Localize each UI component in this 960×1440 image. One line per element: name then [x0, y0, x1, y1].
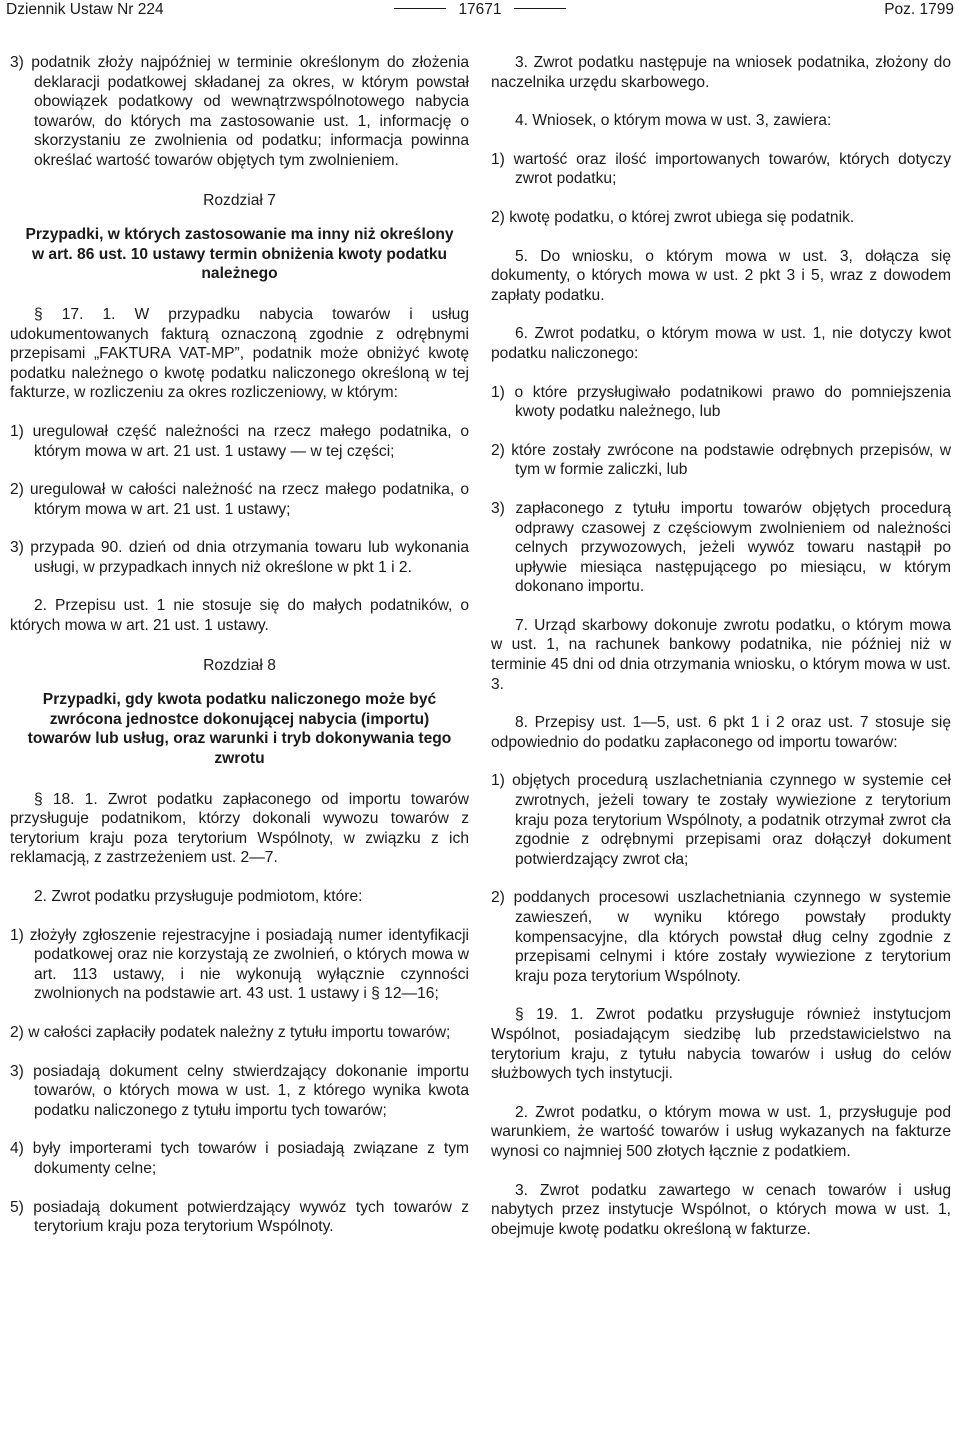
s18-6-item-2: 2) które zostały zwrócone na podstawie odrębnych przepisów, w tym w formie zaliczki, lub [491, 441, 951, 479]
chapter-8-title: Przypadki, gdy kwota podatku naliczonego może być zwrócona jednostce dokonującej nabycia (importu) towarów lub usług, oraz warunki i tryb dokonywania tego zwrotu [27, 691, 452, 768]
s18-paragraph-4: 4. Wniosek, o którym mowa w ust. 3, zawiera: [515, 112, 832, 130]
chapter-7-title: Przypadki, w których zastosowanie ma inny niż określony w art. 86 ust. 10 ustawy termin obniżenia kwoty podatku należnego [25, 226, 454, 283]
page-number: 17671 [458, 1, 502, 18]
s18-2-item-2: 2) w całości zapłaciły podatek należny z tytułu importu towarów; [10, 1023, 451, 1041]
s18-paragraph-6: 6. Zwrot podatku, o którym mowa w ust. 1, nie dotyczy kwot podatku naliczonego: [491, 325, 951, 362]
s17-item-1: 1) uregulował część należności na rzecz małego podatnika, o którym mowa w art. 21 ust. 1 ustawy — w tej części; [10, 422, 469, 460]
chapter-7-number: Rozdział 7 [203, 191, 276, 209]
s19-paragraph-1: § 19. 1. Zwrot podatku przysługuje również instytucjom Wspólnot, posiadającym siedzibę lub przedstawicielstwo na terytorium kraju, z tytułu nabycia towarów i usług do celów służbowych tych instytucji. [491, 1006, 951, 1083]
right-column [491, 53, 951, 1239]
page-number-block [6, 0, 954, 20]
s19-paragraph-2: 2. Zwrot podatku, o którym mowa w ust. 1, przysługuje pod warunkiem, że wartość towarów i usług wykazanych na fakturze wynosi co najmniej 500 złotych łącznie z podatkiem. [491, 1103, 951, 1160]
dash-left [394, 8, 446, 9]
s18-paragraph-5: 5. Do wniosku, o którym mowa w ust. 3, dołącza się dokumenty, o których mowa w ust. 2 pkt 3 i 5, wraz z dowodem zapłaty podatku. [491, 247, 951, 304]
position-number: Poz. 1799 [884, 1, 954, 18]
s17-item-2: 2) uregulował w całości należność na rzecz małego podatnika, o którym mowa w art. 21 ust. 1 ustawy; [10, 481, 469, 518]
s18-6-item-3: 3) zapłaconego z tytułu importu towarów objętych procedurą odprawy czasowej z częściowym zwolnieniem od należności celnych przywozowych, jeżeli wywóz towaru nastąpił po upływie miesiąca następującego po miesiącu, w którym dokonano importu. [491, 499, 951, 596]
dash-right [514, 8, 566, 9]
chapter-8-number: Rozdział 8 [203, 656, 276, 674]
s17-paragraph-1: § 17. 1. W przypadku nabycia towarów i usług udokumentowanych fakturą oznaczoną zgodnie z odrębnymi przepisami „FAKTURA VAT-MP”, podatnik może obniżyć kwotę podatku należnego o kwotę podatku naliczonego określoną w tej fakturze, w rozliczeniu za okres rozliczeniowy, w którym: [10, 305, 469, 402]
page-header [6, 0, 954, 22]
s17-item-3: 3) przypada 90. dzień od dnia otrzymania towaru lub wykonania usługi, w przypadkach innych niż określone w pkt 1 i 2. [10, 539, 469, 576]
s18-paragraph-3: 3. Zwrot podatku następuje na wniosek podatnika, złożony do naczelnika urzędu skarbowego. [491, 54, 951, 91]
s18-8-item-2: 2) poddanych procesowi uszlachetniania czynnego w systemie zawieszeń, w wyniku którego powstały produkty kompensacyjne, dla których powstał dług celny zgodnie z przepisami celnymi i które zostały wywiezione z terytorium kraju poza terytorium Wspólnoty. [491, 889, 951, 985]
s18-6-item-1: 1) o które przysługiwało podatnikowi prawo do pomniejszenia kwoty podatku należnego, lub [491, 383, 951, 421]
s19-paragraph-3: 3. Zwrot podatku zawartego w cenach towarów i usług nabytych przez instytucje Wspólnot, o których mowa w ust. 1, obejmuje kwotę podatku określoną w fakturze. [491, 1181, 951, 1238]
journal-title: Dziennik Ustaw Nr 224 [6, 1, 164, 18]
s18-paragraph-1: § 18. 1. Zwrot podatku zapłaconego od importu towarów przysługuje podatnikom, którzy dokonali wywozu towarów z terytorium kraju poza terytorium Wspólnoty, w związku z ich reklamacją, z zastrzeżeniem ust. 2—7. [10, 790, 469, 867]
s18-2-item-4: 4) były importerami tych towarów i posiadają związane z tym dokumenty celne; [10, 1140, 469, 1177]
left-column [10, 53, 469, 1237]
s18-4-item-2: 2) kwotę podatku, o której zwrot ubiega się podatnik. [491, 208, 855, 226]
s17-paragraph-2: 2. Przepisu ust. 1 nie stosuje się do małych podatników, o których mowa w art. 21 ust. 1 ustawy. [10, 597, 469, 635]
s18-8-item-1: 1) objętych procedurą uszlachetniania czynnego w systemie ceł zwrotnych, jeżeli towary te zostały wywiezione z terytorium kraju poza terytorium Wspólnoty, a podatnik otrzymał zwrot cła zgodnie z odrębnymi przepisami oraz dołączył dokument potwierdzający zwrot cła; [491, 772, 951, 868]
s18-2-item-1: 1) złożyły zgłoszenie rejestracyjne i posiadają numer identyfikacji podatkowej oraz nie korzystają ze zwolnień, o których mowa w art. 113 ustawy, i nie wykonują wyłącznie czynności zwolnionych na podstawie art. 43 ust. 1 ustawy i § 12—16; [10, 926, 469, 1003]
s18-2-item-3: 3) posiadają dokument celny stwierdzający dokonanie importu towarów, o których mowa w ust. 1, z którego wynika kwota podatku naliczonego z tytułu importu tych towarów; [10, 1062, 469, 1119]
s18-paragraph-2: 2. Zwrot podatku przysługuje podmiotom, które: [34, 888, 363, 905]
s18-2-item-5: 5) posiadają dokument potwierdzający wywóz tych towarów z terytorium kraju poza terytorium Wspólnoty. [10, 1198, 469, 1236]
s18-4-item-1: 1) wartość oraz ilość importowanych towarów, których dotyczy zwrot podatku; [491, 150, 951, 188]
s18-paragraph-7: 7. Urząd skarbowy dokonuje zwrotu podatku, o którym mowa w ust. 1, na rachunek bankowy podatnika, nie później niż w terminie 45 dni od dnia otrzymania wniosku, o którym mowa w ust. 3. [491, 616, 951, 693]
s16-item-3: 3) podatnik złoży najpóźniej w terminie określonym do złożenia deklaracji podatkowej składanej za okres, w którym powstał obowiązek podatkowy od wewnątrzwspólnotowego nabycia towarów, do których ma zastosowanie ust. 1, informację o skorzystaniu ze zwolnienia od podatku; informacja powinna określać wartość towarów objętych tym zwolnieniem. [10, 54, 469, 169]
s18-paragraph-8: 8. Przepisy ust. 1—5, ust. 6 pkt 1 i 2 oraz ust. 7 stosuje się odpowiednio do podatku zapłaconego od importu towarów: [491, 714, 951, 751]
